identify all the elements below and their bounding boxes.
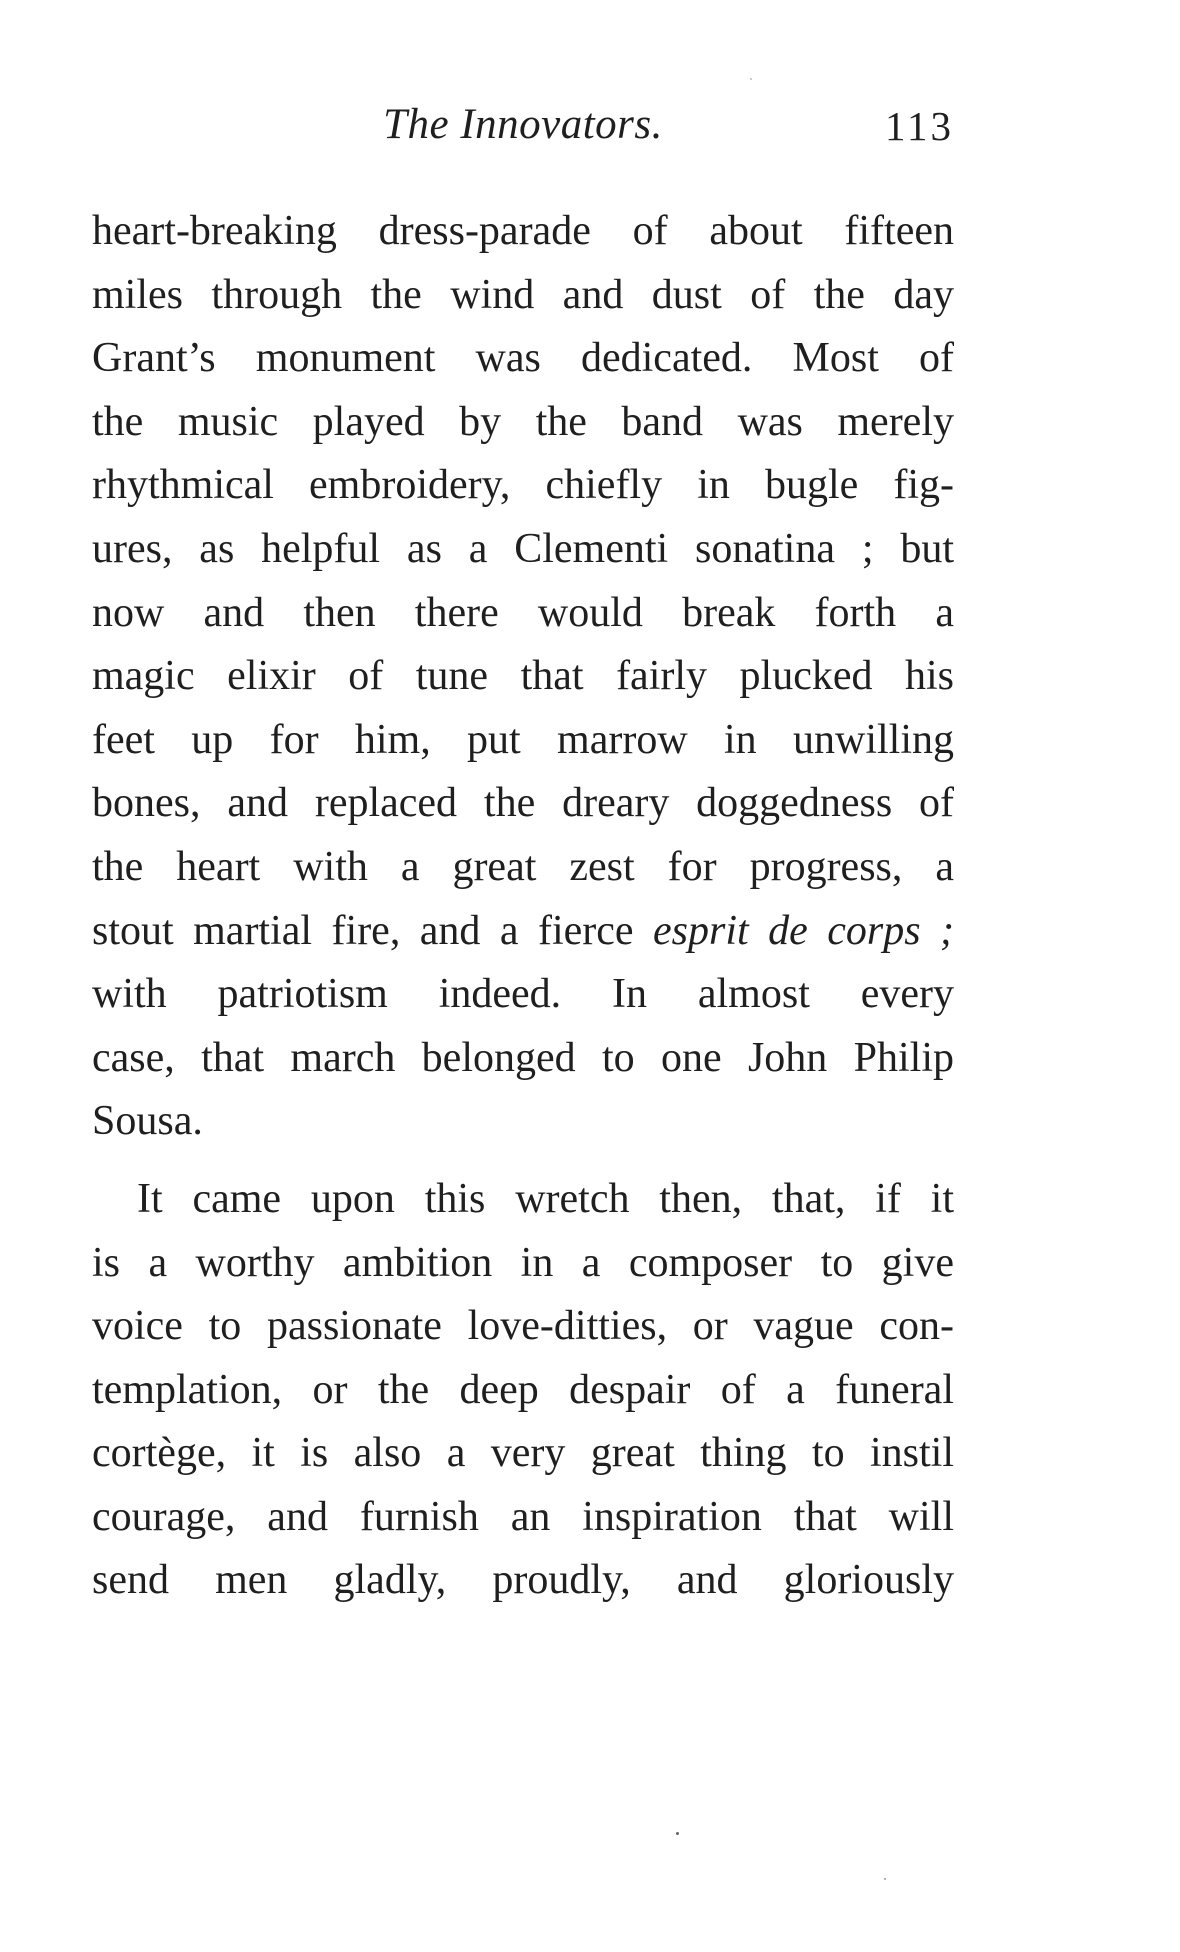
paper-speck bbox=[676, 1832, 679, 1835]
text-line: feet up for him, put marrow in unwilling bbox=[92, 716, 954, 763]
text-line: courage, and furnish an inspiration that will bbox=[92, 1493, 954, 1540]
line-prefix: stout martial fire, and a fierce bbox=[92, 907, 653, 954]
text-line: send men gladly, proudly, and gloriously bbox=[92, 1557, 954, 1604]
paper-speck bbox=[884, 1878, 886, 1880]
text-line: the music played by the band was merely bbox=[92, 398, 954, 445]
text-line: now and then there would break forth a bbox=[92, 589, 954, 636]
text-line: Grant’s monument was dedicated. Most of bbox=[92, 335, 954, 382]
running-title: The Innovators. bbox=[383, 101, 663, 148]
paragraph-gap bbox=[92, 1154, 954, 1168]
text-line: with patriotism indeed. In almost every bbox=[92, 971, 954, 1018]
text-line: magic elixir of tune that fairly plucked his bbox=[92, 653, 954, 700]
text-line: templation, or the deep despair of a funeral bbox=[92, 1366, 954, 1413]
text-line: Sousa. bbox=[92, 1098, 203, 1145]
running-head bbox=[92, 100, 954, 160]
body-text bbox=[92, 200, 954, 1613]
text-line: heart-breaking dress-parade of about fifteen bbox=[92, 208, 954, 254]
text-line: voice to passionate love-ditties, or vague con- bbox=[92, 1303, 954, 1350]
text-line-with-italic bbox=[92, 900, 954, 964]
page-number: 113 bbox=[885, 103, 954, 149]
paragraph-1 bbox=[92, 200, 954, 1154]
text-line: miles through the wind and dust of the day bbox=[92, 271, 954, 318]
text-line: the heart with a great zest for progress, a bbox=[92, 843, 954, 890]
paper-speck bbox=[750, 78, 752, 80]
text-line: is a worthy ambition in a composer to give bbox=[92, 1239, 954, 1286]
text-line: cortège, it is also a very great thing to instil bbox=[92, 1430, 954, 1477]
italic-phrase: esprit de corps ; bbox=[653, 907, 954, 954]
text-line: ures, as helpful as a Clementi sonatina ; but bbox=[92, 525, 954, 572]
text-line: It came upon this wretch then, that, if it bbox=[137, 1175, 954, 1222]
text-line: case, that march belonged to one John Philip bbox=[92, 1034, 954, 1081]
text-line: rhythmical embroidery, chiefly in bugle fig- bbox=[92, 462, 954, 509]
text-line: bones, and replaced the dreary doggedness of bbox=[92, 780, 954, 827]
paragraph-2 bbox=[92, 1168, 954, 1613]
